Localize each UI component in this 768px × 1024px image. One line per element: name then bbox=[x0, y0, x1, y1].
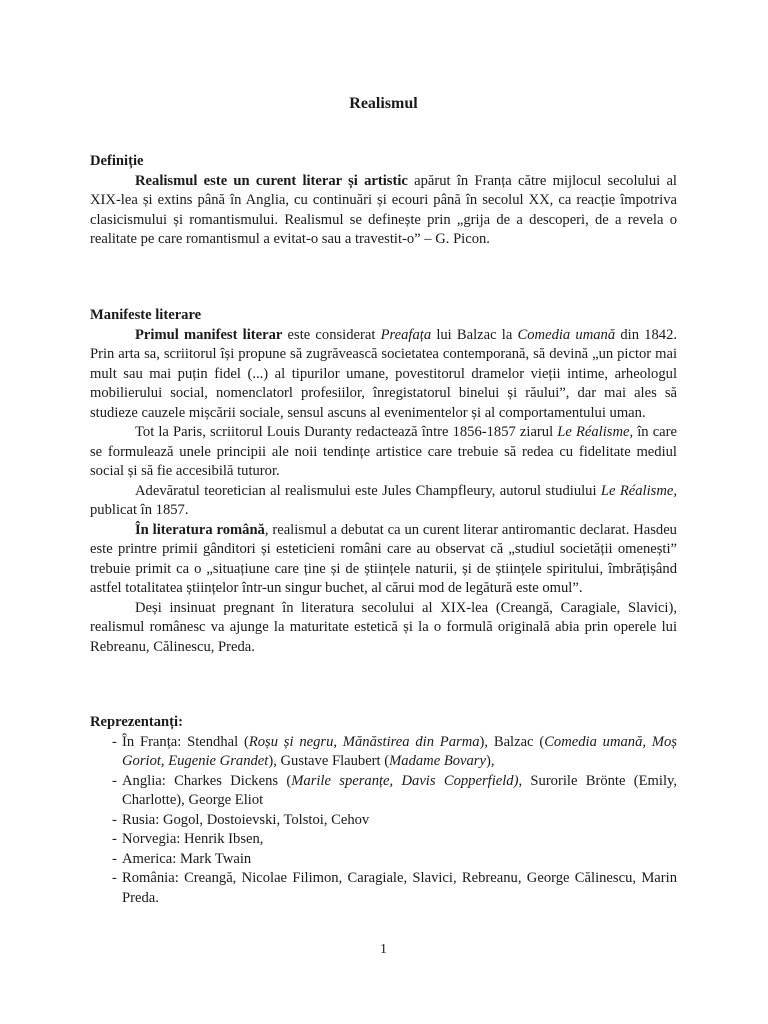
item-text: ), Balzac ( bbox=[479, 733, 545, 750]
item-text: ), Gustave Flaubert ( bbox=[268, 753, 390, 769]
list-dash: - bbox=[112, 811, 117, 828]
list-item bbox=[90, 850, 677, 870]
list-dash: - bbox=[112, 831, 117, 847]
item-text: Rusia: Gogol, Dostoievski, Tolstoi, Cehov bbox=[122, 811, 370, 828]
paragraph-manifest-1 bbox=[90, 326, 677, 424]
page-number: 1 bbox=[380, 942, 387, 957]
definitie-lead: Realismul este un curent literar și artistic bbox=[135, 172, 408, 189]
manifest-5-text: Deși insinuat pregnant în literatura secolului al XIX-lea (Creangă, Caragiale, Slavici), realismul românesc va ajunge la maturitate estetică și la o formulă originală abia prin operele lui Rebreanu, Călinescu, Preda. bbox=[90, 599, 677, 655]
item-text: Anglia: Charkes Dickens ( bbox=[122, 772, 292, 789]
item-italic: Marile speranțe, Davis Copperfield) bbox=[291, 772, 519, 789]
manifest-4-lead: În literatura română bbox=[135, 521, 265, 538]
manifest-3-text-b: publicat în 1857. bbox=[90, 502, 189, 518]
manifest-2-italic: Le Réalisme, bbox=[557, 424, 634, 440]
item-text: Norvegia: Henrik Ibsen, bbox=[122, 831, 264, 847]
definitie-text: apărut în Franța către mijlocul secolului al XIX-lea și extins până în Anglia, cu continuări și ecouri până în secolul XX, ca reacție împotriva clasicismului și romantismului. Realismul se definește prin „grija de a descoperi, de a revela o realitate pe care romantismul a evitat-o sau a travestit-o” – G. Picon. bbox=[90, 172, 677, 247]
manifest-1-italic-a: Preafața bbox=[380, 326, 432, 343]
manifest-3-text-a: Adevăratul teoretician al realismului este Jules Champfleury, autorul studiului bbox=[135, 482, 601, 499]
manifest-1-italic-b: Comedia umană bbox=[517, 326, 616, 343]
paragraph-definitie bbox=[90, 172, 677, 250]
item-italic: Madame Bovary bbox=[389, 753, 486, 769]
section-definitie bbox=[90, 152, 677, 250]
item-text: ), bbox=[485, 753, 495, 769]
manifest-1-text-c: din 1842. Prin arta sa, scriitorul își propune să zugrăvească societatea contemporană, să devină „un pictor mai mult sau mai puțin fidel (...) al tipurilor umane, povestitorul dramelor vieții intime, arheologul mobilierului social, nomenclatorl profesiilor, înregistatorul binelui și răului”, dar mai ales să studieze cauzele mișcării sociale, sensul ascuns al evenimentelor și al comportamentului uman. bbox=[90, 326, 678, 421]
manifest-2-text-b: în care se formulează unele principii ale noii tendințe artistice care trebuie să redea cu fidelitate mediul social și să fie accesibilă tuturor. bbox=[90, 424, 677, 479]
list-dash: - bbox=[112, 733, 117, 750]
list-dash: - bbox=[112, 870, 117, 886]
paragraph-manifest-3 bbox=[90, 482, 677, 521]
section-reprezentanti bbox=[90, 713, 677, 908]
list-dash: - bbox=[112, 772, 117, 789]
list-item bbox=[90, 811, 677, 831]
manifest-2-text-a: Tot la Paris, scriitorul Louis Duranty redactează între 1856-1857 ziarul bbox=[135, 424, 558, 440]
item-text: America: Mark Twain bbox=[122, 850, 252, 867]
list-item bbox=[90, 830, 677, 850]
manifest-1-text-b: lui Balzac la bbox=[431, 326, 518, 343]
item-text: În Franța: Stendhal ( bbox=[122, 733, 249, 750]
section-manifeste bbox=[90, 306, 677, 657]
paragraph-manifest-5 bbox=[90, 599, 677, 658]
paragraph-manifest-4 bbox=[90, 521, 677, 599]
item-text: România: Creangă, Nicolae Filimon, Caragiale, Slavici, Rebreanu, George Călinescu, Marin Preda. bbox=[122, 870, 677, 906]
heading-reprezentanti: Reprezentanți: bbox=[90, 714, 183, 730]
manifest-1-text-a: este considerat bbox=[282, 326, 381, 343]
page-title: Realismul bbox=[349, 95, 418, 112]
item-text: , Surorile Brönte (Emily, Charlotte), George Eliot bbox=[122, 772, 677, 808]
representatives-list bbox=[90, 733, 677, 909]
item-italic: Roșu și negru, Mănăstirea din Parma bbox=[248, 733, 480, 750]
list-item bbox=[90, 869, 677, 908]
list-dash: - bbox=[112, 850, 117, 867]
manifest-4-text: , realismul a debutat ca un curent literar antiromantic declarat. Hasdeu este printre primii gânditori și esteticieni români care au observat că „studiul societății omenești” trebuie primit ca o „situațiune care ține și de științele naturii, și de științele spiritului, îmbrățișând astfel totalitatea științelor într-un singur buchet, al cărui mod de legătură este omul”. bbox=[90, 521, 677, 596]
heading-manifeste: Manifeste literare bbox=[90, 307, 202, 323]
document-page bbox=[90, 0, 677, 1024]
manifest-1-lead: Primul manifest literar bbox=[135, 326, 283, 343]
list-item bbox=[90, 772, 677, 811]
heading-definitie: Definiție bbox=[90, 153, 144, 169]
paragraph-manifest-2 bbox=[90, 423, 677, 482]
manifest-3-italic: Le Réalisme, bbox=[600, 482, 677, 499]
list-item bbox=[90, 733, 677, 772]
item-italic: Comedia umană, Moș Goriot, Eugenie Grandet bbox=[122, 733, 677, 769]
